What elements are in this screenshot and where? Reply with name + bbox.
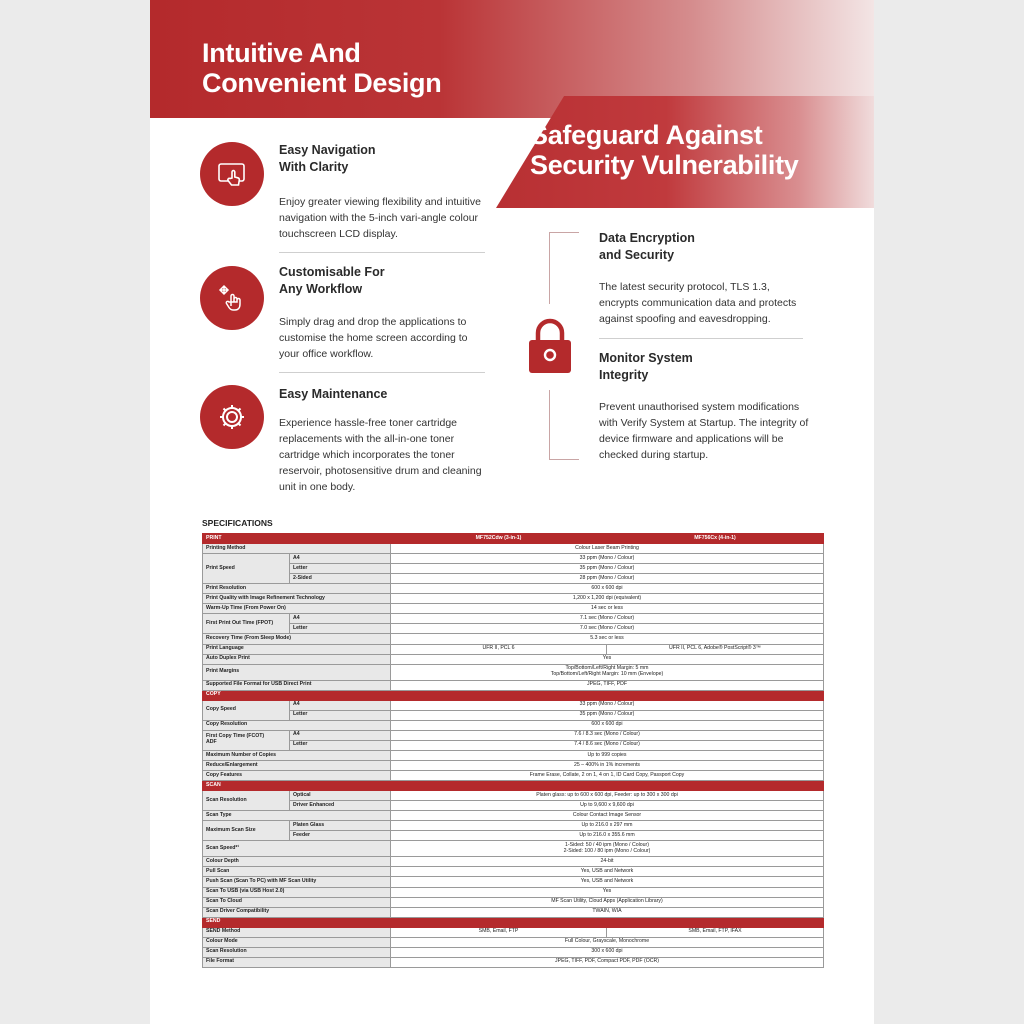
feature-text: Simply drag and drop the applications to customise the home screen according to your office workflow. bbox=[279, 316, 468, 360]
table-row: Print Language UFR II, PCL 6 UFR II, PCL 6, Adobe® PostScript® 3™ bbox=[203, 644, 824, 654]
table-row: Push Scan (Scan To PC) with MF Scan Utility Yes, USB and Network bbox=[203, 877, 824, 887]
specifications-title: SPECIFICATIONS bbox=[202, 518, 273, 528]
table-row: Maximum Scan Size Platen Glass Up to 216.0 x 297 mm bbox=[203, 821, 824, 831]
feature-text: The latest security protocol, TLS 1.3, encrypts communication data and protects against spoofing and eavesdropping. bbox=[599, 281, 797, 325]
table-row: Printing Method Colour Laser Beam Printing bbox=[203, 544, 824, 554]
feature-title: Data Encryption and Security bbox=[599, 231, 695, 262]
table-row: Print Quality with Image Refinement Technology 1,200 x 1,200 dpi (equivalent) bbox=[203, 594, 824, 604]
table-row: Scan Resolution Optical Platen glass: up to 600 x 600 dpi, Feeder: up to 300 x 300 dpi bbox=[203, 791, 824, 801]
table-row: Letter 35 ppm (Mono / Colour) bbox=[203, 564, 824, 574]
table-row: Print Resolution 600 x 600 dpi bbox=[203, 584, 824, 594]
feature-text: Experience hassle-free toner cartridge replacements with the all-in-one toner cartridge which incorporates the toner reservoir, photosensitive drum and cleaning unit in one body. bbox=[279, 417, 482, 493]
touch-screen-icon bbox=[200, 142, 264, 206]
divider bbox=[279, 372, 485, 373]
section-header-send: SEND bbox=[203, 917, 824, 927]
specifications-table bbox=[202, 533, 824, 968]
security-title bbox=[530, 120, 799, 180]
table-row: File Format JPEG, TIFF, PDF, Compact PDF, PDF (OCR) bbox=[203, 957, 824, 967]
section-header-print: PRINT MF752Cdw (3-in-1) MF756Cx (4-in-1) bbox=[203, 534, 824, 544]
table-row: Print Margins Top/Bottom/Left/Right Margin: 5 mm Top/Bottom/Left/Right Margin: 10 mm (Envelope) bbox=[203, 664, 824, 680]
page-title-line1: Intuitive And bbox=[202, 38, 361, 68]
table-row: Pull Scan Yes, USB and Network bbox=[203, 867, 824, 877]
page-title bbox=[202, 38, 441, 98]
table-row: Reduce/Enlargement 25 – 400% in 1% increments bbox=[203, 760, 824, 770]
table-row: Print Speed A4 33 ppm (Mono / Colour) bbox=[203, 554, 824, 564]
table-row: Letter 35 ppm (Mono / Colour) bbox=[203, 710, 824, 720]
table-row: Letter 7.0 sec (Mono / Colour) bbox=[203, 624, 824, 634]
feature-text: Prevent unauthorised system modifications with Verify System at Startup. The integrity of device firmware and applications will be checked during startup. bbox=[599, 401, 809, 461]
table-row: SEND Method SMB, Email, FTP SMB, Email, FTP, IFAX bbox=[203, 927, 824, 937]
page-title-line2: Convenient Design bbox=[202, 68, 442, 98]
table-row: Supported File Format for USB Direct Print JPEG, TIFF, PDF bbox=[203, 680, 824, 690]
security-title-line2: Security Vulnerability bbox=[530, 150, 799, 180]
connector-line bbox=[549, 390, 550, 460]
table-row: Scan Type Colour Contact Image Sensor bbox=[203, 811, 824, 821]
table-row: First Copy Time (FCOT) ADF A4 7.6 / 8.3 sec (Mono / Colour) bbox=[203, 730, 824, 740]
divider bbox=[599, 338, 803, 339]
table-row: Scan Speed*¹ 1-Sided: 50 / 40 ipm (Mono / Colour) 2-Sided: 100 / 80 ipm (Mono / Colour) bbox=[203, 841, 824, 857]
connector-line bbox=[549, 232, 550, 304]
security-title-line1: Safeguard Against bbox=[530, 120, 763, 150]
table-row: Scan To Cloud MF Scan Utility, Cloud Apps (Application Library) bbox=[203, 897, 824, 907]
table-row: Warm-Up Time (From Power On) 14 sec or less bbox=[203, 604, 824, 614]
table-row: Maximum Number of Copies Up to 999 copies bbox=[203, 750, 824, 760]
section-header-scan: SCAN bbox=[203, 781, 824, 791]
table-row: Scan Resolution 300 x 600 dpi bbox=[203, 947, 824, 957]
section-header-copy: COPY bbox=[203, 690, 824, 700]
drag-hand-icon bbox=[200, 266, 264, 330]
table-row: Copy Resolution 600 x 600 dpi bbox=[203, 720, 824, 730]
feature-title: Easy Maintenance bbox=[279, 387, 388, 401]
table-row: Colour Mode Full Colour, Grayscale, Monochrome bbox=[203, 937, 824, 947]
table-row: 2-Sided 28 ppm (Mono / Colour) bbox=[203, 574, 824, 584]
lock-icon bbox=[526, 315, 574, 375]
table-row: First Print Out Time (FPOT) A4 7.1 sec (Mono / Colour) bbox=[203, 614, 824, 624]
feature-text: Enjoy greater viewing flexibility and intuitive navigation with the 5-inch vari-angle colour touchscreen LCD display. bbox=[279, 196, 481, 240]
table-row: Letter 7.4 / 8.6 sec (Mono / Colour) bbox=[203, 740, 824, 750]
table-row: Scan Driver Compatibility TWAIN, WIA bbox=[203, 907, 824, 917]
table-row: Driver Enhanced Up to 9,600 x 9,600 dpi bbox=[203, 801, 824, 811]
brochure-page bbox=[150, 0, 874, 1024]
feature-title: Easy Navigation With Clarity bbox=[279, 143, 376, 174]
table-row: Copy Speed A4 33 ppm (Mono / Colour) bbox=[203, 700, 824, 710]
feature-title: Customisable For Any Workflow bbox=[279, 265, 385, 296]
table-row: Copy Features Frame Erase, Collate, 2 on 1, 4 on 1, ID Card Copy, Passport Copy bbox=[203, 771, 824, 781]
gear-icon bbox=[200, 385, 264, 449]
feature-title: Monitor System Integrity bbox=[599, 351, 693, 382]
table-row: Auto Duplex Print Yes bbox=[203, 654, 824, 664]
connector-line bbox=[549, 459, 579, 460]
table-row: Recovery Time (From Sleep Mode) 5.3 sec or less bbox=[203, 634, 824, 644]
table-row: Colour Depth 24-bit bbox=[203, 857, 824, 867]
connector-line bbox=[549, 232, 579, 233]
table-row: Feeder Up to 216.0 x 355.6 mm bbox=[203, 831, 824, 841]
divider bbox=[279, 252, 485, 253]
table-row: Scan To USB (via USB Host 2.0) Yes bbox=[203, 887, 824, 897]
